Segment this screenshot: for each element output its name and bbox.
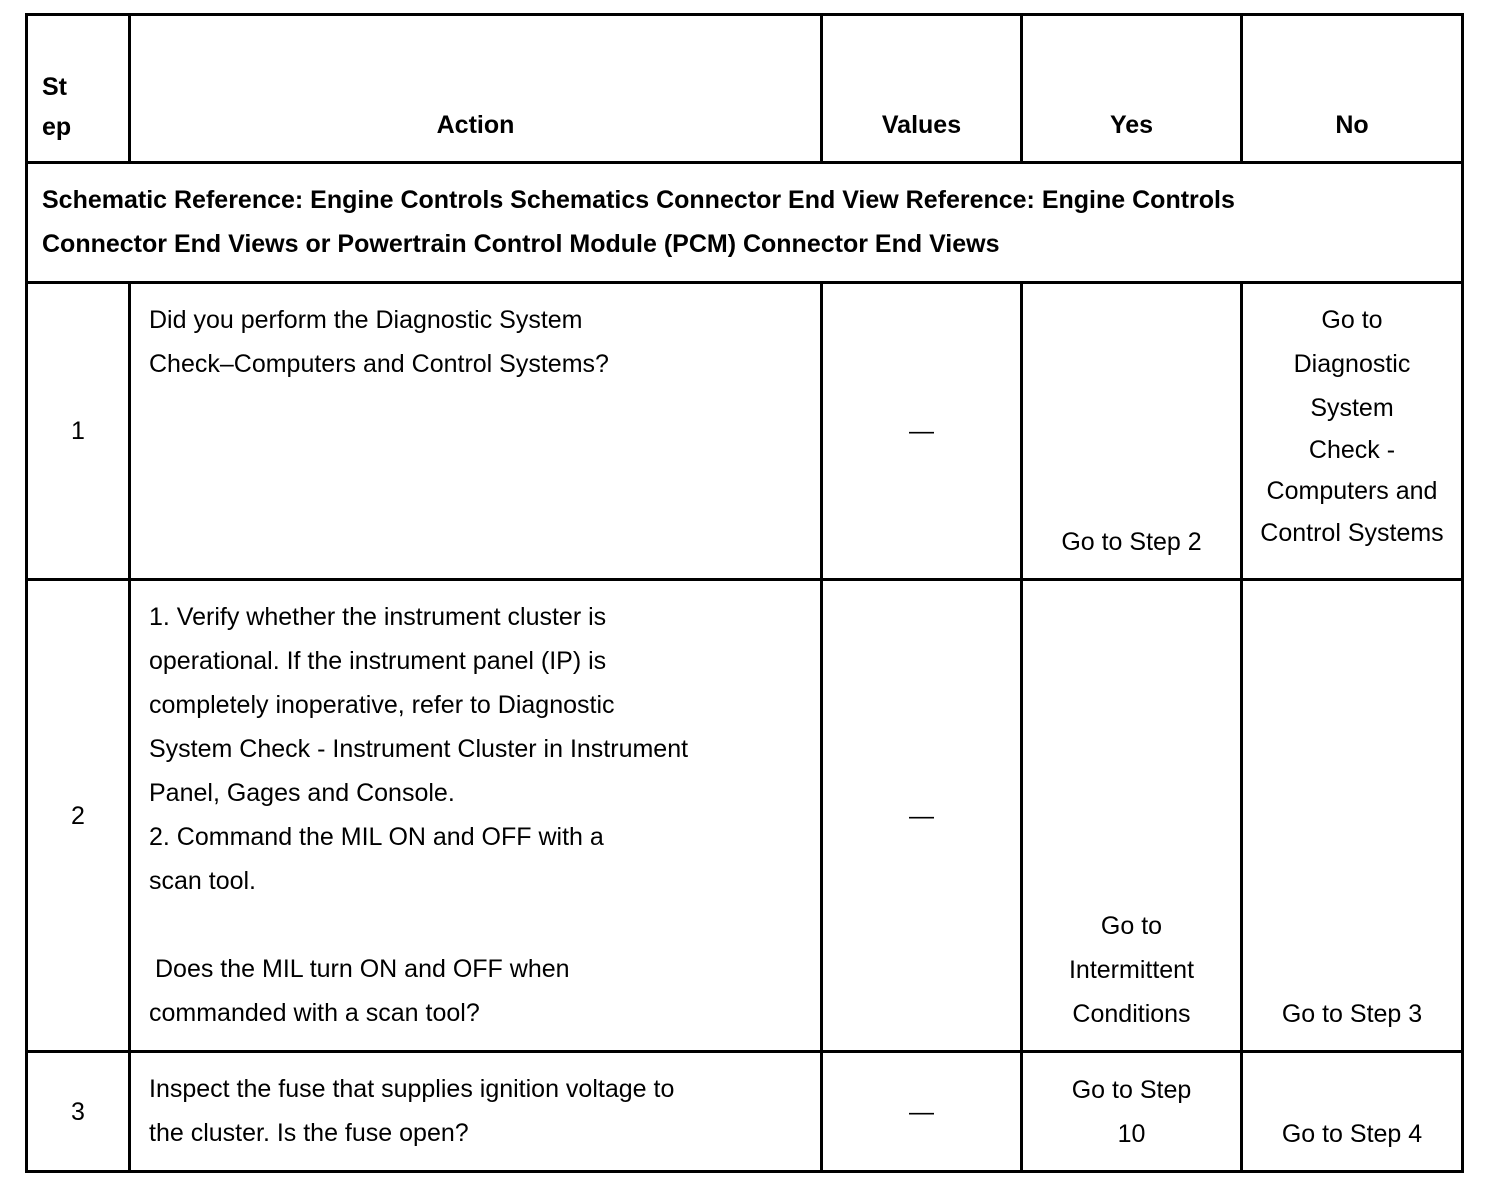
no-line: Control Systems [1260,519,1444,547]
schematic-reference [27,163,1463,283]
no-cell: Go to Step 3 [1242,580,1463,1052]
action-cell [130,1052,822,1172]
yes-cell [1022,580,1242,1052]
no-line: Go to [1321,306,1383,334]
yes-line: Go to [1100,912,1163,940]
no-line: Check - [1308,436,1396,464]
action-line: Panel, Gages and Console. [149,779,455,807]
yes-cell: Go to Step 2 [1022,283,1242,580]
table-row-step-1 [27,283,1463,580]
header-step-line1: St [42,73,67,101]
step-number: 3 [27,1052,130,1172]
action-line: Did you perform the Diagnostic System [149,306,583,334]
action-line: scan tool. [149,867,257,895]
reference-row [27,163,1463,283]
yes-line: Conditions [1072,1000,1191,1028]
no-line: System [1310,394,1394,422]
header-step [27,15,130,163]
table-row-step-3 [27,1052,1463,1172]
action-line: the cluster. Is the fuse open? [149,1119,469,1147]
action-line: Inspect the fuse that supplies ignition voltage to [149,1075,675,1103]
yes-line: Intermittent [1068,956,1195,984]
header-yes: Yes [1022,15,1242,163]
action-line: 1. Verify whether the instrument cluster is [149,603,607,631]
no-line: Diagnostic [1293,350,1411,378]
action-line: Check–Computers and Control Systems? [149,350,609,378]
yes-line: Go to Step [1071,1076,1192,1104]
action-line: completely inoperative, refer to Diagnostic [149,691,615,719]
header-row [27,15,1463,163]
step-number: 1 [27,283,130,580]
action-cell [130,580,822,1052]
no-cell: Go to Step 4 [1242,1052,1463,1172]
question-line: commanded with a scan tool? [149,999,480,1027]
table-row-step-2 [27,580,1463,1052]
diagnostic-table [25,13,1464,1173]
action-line: operational. If the instrument panel (IP) is [149,647,607,675]
values-cell: — [822,1052,1022,1172]
spacer [149,903,804,947]
header-values: Values [822,15,1022,163]
question-line: Does the MIL turn ON and OFF when [155,955,570,983]
action-line: 2. Command the MIL ON and OFF with a [149,823,604,851]
action-cell [130,283,822,580]
step-number: 2 [27,580,130,1052]
no-cell [1242,283,1463,580]
action-line: System Check - Instrument Cluster in Instrument [149,735,689,763]
yes-cell [1022,1052,1242,1172]
header-step-line2: ep [42,113,72,141]
no-line: Computers and [1266,477,1438,505]
reference-line2: Connector End Views or Powertrain Control Module (PCM) Connector End Views [42,230,1000,258]
values-cell: — [822,283,1022,580]
reference-line1: Schematic Reference: Engine Controls Schematics Connector End View Reference: Engine Controls [42,186,1235,214]
header-action: Action [130,15,822,163]
yes-line: 10 [1117,1120,1146,1148]
header-no: No [1242,15,1463,163]
values-cell: — [822,580,1022,1052]
